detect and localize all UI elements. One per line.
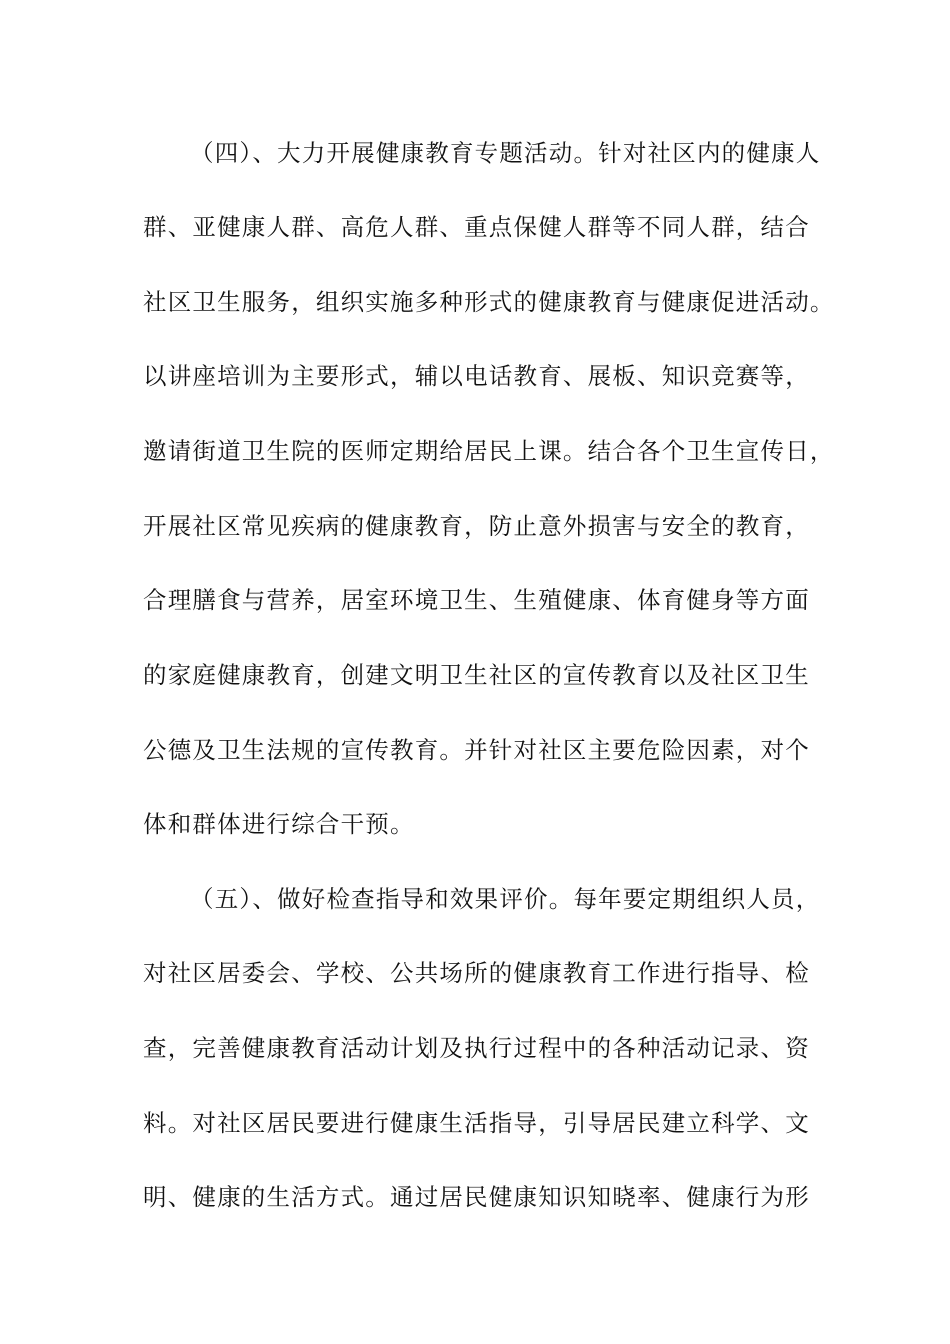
- paragraph-5-line-4: 料。对社区居民要进行健康生活指导，引导居民建立科学、文: [143, 1109, 810, 1137]
- paragraph-5-line-2: 对社区居委会、学校、公共场所的健康教育工作进行指导、检: [143, 959, 810, 987]
- paragraph-4-line-10: 体和群体进行综合干预。: [143, 810, 415, 838]
- paragraph-4-line-2: 群、亚健康人群、高危人群、重点保健人群等不同人群，结合: [143, 213, 810, 241]
- paragraph-5-line-1: （五）、做好检查指导和效果评价。每年要定期组织人员，: [190, 885, 821, 913]
- paragraph-4-line-6: 开展社区常见疾病的健康教育，防止意外损害与安全的教育，: [143, 512, 810, 540]
- paragraph-4-line-1: （四）、大力开展健康教育专题活动。针对社区内的健康人: [190, 139, 821, 167]
- paragraph-4-line-7: 合理膳食与营养，居室环境卫生、生殖健康、体育健身等方面: [143, 586, 810, 614]
- paragraph-4-line-4: 以讲座培训为主要形式，辅以电话教育、展板、知识竞赛等，: [143, 362, 810, 390]
- paragraph-5-line-3: 查，完善健康教育活动计划及执行过程中的各种活动记录、资: [143, 1034, 810, 1062]
- paragraph-5-line-5: 明、健康的生活方式。通过居民健康知识知晓率、健康行为形: [143, 1183, 810, 1211]
- paragraph-4-line-8: 的家庭健康教育，创建文明卫生社区的宣传教育以及社区卫生: [143, 661, 810, 689]
- paragraph-4-line-3: 社区卫生服务，组织实施多种形式的健康教育与健康促进活动。: [143, 288, 835, 316]
- paragraph-4-line-5: 邀请街道卫生院的医师定期给居民上课。结合各个卫生宣传日，: [143, 437, 835, 465]
- paragraph-4-line-9: 公德及卫生法规的宣传教育。并针对社区主要危险因素，对个: [143, 736, 810, 764]
